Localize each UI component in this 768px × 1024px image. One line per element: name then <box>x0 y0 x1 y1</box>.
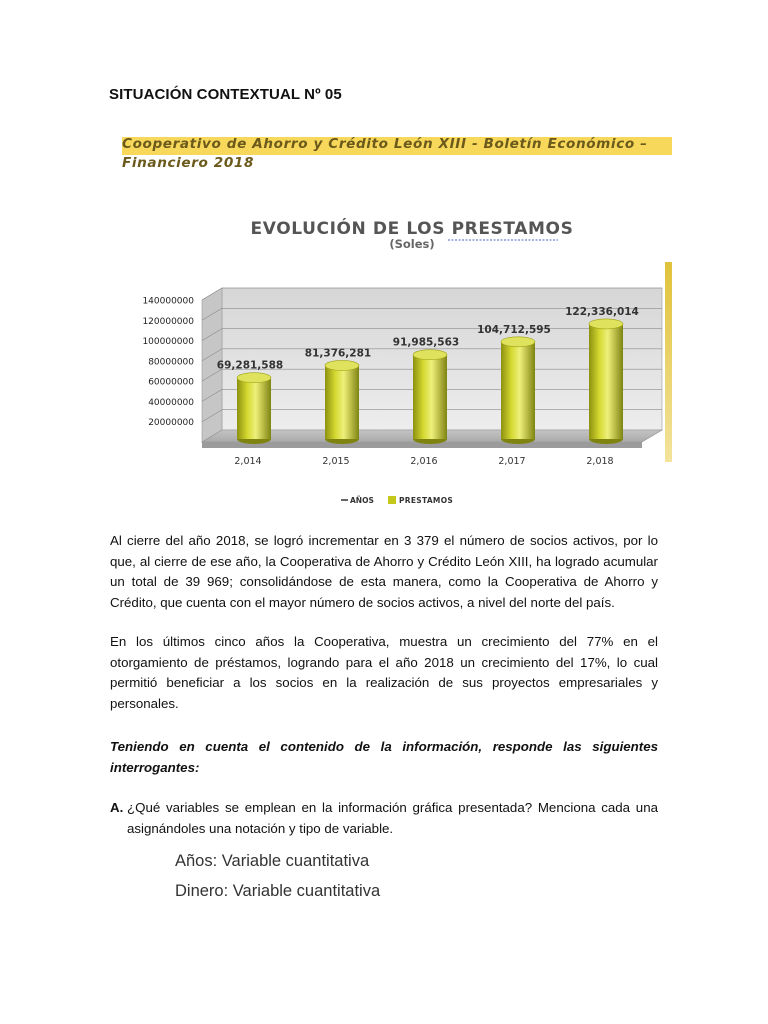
y-tick-label: 100000000 <box>142 337 194 348</box>
data-label: 122,336,014 <box>565 305 639 318</box>
loans-chart-svg <box>112 200 672 515</box>
bar <box>413 355 447 439</box>
x-tick-label: 2,014 <box>234 456 262 467</box>
bar-top <box>589 319 623 329</box>
bar <box>589 324 623 439</box>
y-tick-label: 120000000 <box>142 316 194 327</box>
chart-subtitle: (Soles) <box>389 237 435 251</box>
x-tick-label: 2,016 <box>410 456 438 467</box>
page-heading: SITUACIÓN CONTEXTUAL Nº 05 <box>109 86 342 103</box>
y-tick-label: 40000000 <box>148 397 194 408</box>
bar <box>325 365 359 439</box>
paragraph-members: Al cierre del año 2018, se logró incrementar en 3 379 el número de socios activos, por lo que, al cierre de ese año, la Cooperativa de Ahorro y Crédito León XIII, ha logrado acumular un total de 39 969; consolidándose de esta manera, como la Cooperativa de Ahorro y Crédito, que cuenta con el mayor número de socios activos, a nivel del norte del país. <box>110 533 658 610</box>
question-letter: A. <box>110 800 124 815</box>
legend-loans-swatch <box>388 496 396 504</box>
data-label: 91,985,563 <box>392 336 460 349</box>
bar-top <box>413 350 447 360</box>
data-label: 81,376,281 <box>304 347 372 360</box>
data-label: 104,712,595 <box>477 323 551 336</box>
y-tick-label: 60000000 <box>148 377 194 388</box>
chart-title: EVOLUCIÓN DE LOS PRESTAMOS <box>250 219 574 239</box>
instructions-prompt: Teniendo en cuenta el contenido de la información, responde las siguientes interrogantes: <box>110 739 658 775</box>
image-edge-strip <box>665 262 672 462</box>
bar <box>237 378 271 439</box>
loans-chart <box>112 200 672 515</box>
x-tick-label: 2,018 <box>586 456 614 467</box>
banner-line-1: Cooperativo de Ahorro y Crédito León XIII - Boletín Económico – <box>122 136 648 152</box>
banner-line-2: Financiero 2018 <box>122 155 255 171</box>
bar-top <box>237 373 271 383</box>
x-tick-label: 2,015 <box>322 456 350 467</box>
y-tick-label: 20000000 <box>148 418 194 429</box>
data-label: 69,281,588 <box>216 359 284 372</box>
x-tick-label: 2,017 <box>498 456 526 467</box>
bulletin-banner <box>122 135 672 177</box>
legend-loans-label: PRESTAMOS <box>399 496 454 505</box>
bar-top <box>501 337 535 347</box>
paragraph-growth: En los últimos cinco años la Cooperativa, muestra un crecimiento del 77% en el otorgamiento de préstamos, logrando para el año 2018 un crecimiento del 17%, lo cual permitió beneficiar a los socios en la realización de sus proyectos empresariales y personales. <box>110 634 658 711</box>
answer-money: Dinero: Variable cuantitativa <box>175 882 381 900</box>
bar-top <box>325 360 359 370</box>
question-text: ¿Qué variables se emplean en la información gráfica presentada? Menciona cada una asignándoles una notación y tipo de variable. <box>127 800 658 836</box>
y-tick-label: 80000000 <box>148 357 194 368</box>
y-tick-label: 140000000 <box>142 296 194 307</box>
legend-years-label: AÑOS <box>350 496 374 505</box>
bar <box>501 342 535 439</box>
question-a <box>110 798 658 839</box>
answer-years: Años: Variable cuantitativa <box>175 852 370 870</box>
